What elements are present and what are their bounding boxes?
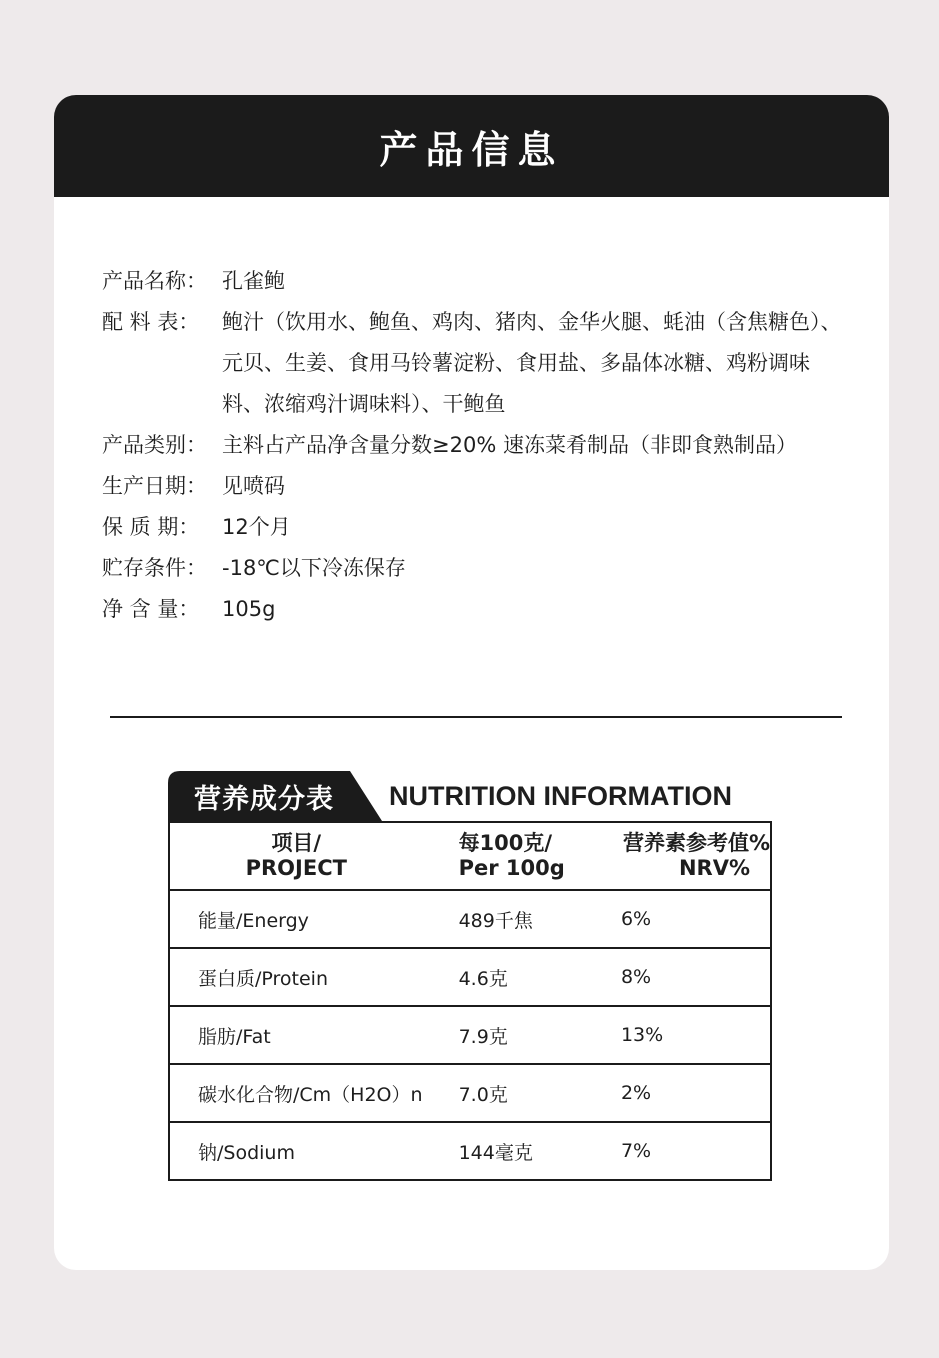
info-value-line: 见喷码	[222, 474, 285, 498]
page-title: 产品信息	[379, 127, 564, 172]
nutrition-header	[168, 771, 772, 821]
info-label: 生产日期：	[102, 474, 207, 498]
info-row-category	[102, 425, 862, 466]
info-value-line: 孔雀鲍	[222, 269, 285, 293]
nutrient-value: 7.9克	[458, 1025, 508, 1048]
nutrient-nrv: 2%	[620, 1082, 652, 1104]
table-row	[169, 890, 771, 948]
table-row	[169, 1064, 771, 1122]
table-header-row	[169, 822, 771, 890]
nutrient-value: 144毫克	[458, 1141, 533, 1164]
info-value-line: 105g	[222, 597, 276, 621]
nutrient-value: 7.0克	[458, 1083, 508, 1106]
nutrient-nrv: 13%	[620, 1024, 664, 1046]
nutrient-name: 钠/Sodium	[198, 1141, 295, 1164]
info-value	[222, 548, 862, 589]
nutrition-title-cn: 营养成分表	[194, 783, 334, 815]
info-row-name	[102, 261, 862, 302]
info-row-ingredients	[102, 302, 862, 425]
info-value-line: -18℃以下冷冻保存	[222, 556, 406, 580]
nutrient-value: 4.6克	[458, 967, 508, 990]
info-label: 净 含 量：	[102, 597, 200, 621]
table-row	[169, 1006, 771, 1064]
nutrient-name: 碳水化合物/Cm（H2O）n	[198, 1083, 423, 1106]
info-label: 产品类别：	[102, 433, 207, 457]
table-row	[169, 1122, 771, 1180]
info-label: 贮存条件：	[102, 556, 207, 580]
info-value-line: 主料占产品净含量分数≥20% 速冻菜肴制品（非即食熟制品）	[222, 433, 797, 457]
column-header-item: 项目/ PROJECT	[169, 822, 423, 890]
info-value-line: 料、浓缩鸡汁调味料）、干鲍鱼	[222, 392, 506, 416]
nutrition-section	[168, 771, 772, 1181]
nutrient-value: 489千焦	[458, 909, 533, 932]
info-value	[222, 425, 862, 466]
info-value	[222, 261, 862, 302]
nutrition-title-en: NUTRITION INFORMATION	[389, 781, 732, 811]
nutrient-nrv: 7%	[620, 1140, 652, 1162]
section-divider	[110, 716, 842, 718]
card-header	[54, 95, 889, 197]
info-value	[222, 589, 862, 630]
info-value-line: 元贝、生姜、食用马铃薯淀粉、食用盐、多晶体冰糖、鸡粉调味	[222, 351, 810, 375]
info-label: 保 质 期：	[102, 515, 200, 539]
nutrient-nrv: 8%	[620, 966, 652, 988]
info-value	[222, 466, 862, 507]
nutrient-name: 蛋白质/Protein	[198, 967, 329, 990]
nutrient-nrv: 6%	[620, 908, 652, 930]
info-row-production-date	[102, 466, 862, 507]
product-info-card	[54, 95, 889, 1270]
info-value-line: 12个月	[222, 515, 291, 539]
info-row-storage	[102, 548, 862, 589]
nutrient-name: 脂肪/Fat	[198, 1025, 271, 1048]
info-value-line: 鲍汁（饮用水、鲍鱼、鸡肉、猪肉、金华火腿、蚝油（含焦糖色）、	[222, 310, 842, 334]
column-header-per100: 每100克/ Per 100g	[423, 822, 611, 890]
info-label: 产品名称：	[102, 269, 207, 293]
info-row-shelf-life	[102, 507, 862, 548]
nutrition-table	[168, 821, 772, 1181]
info-value	[222, 507, 862, 548]
column-header-nrv: 营养素参考值% NRV%	[611, 822, 771, 890]
info-label: 配 料 表：	[102, 310, 200, 334]
info-value	[222, 302, 862, 425]
table-row	[169, 948, 771, 1006]
info-row-net-weight	[102, 589, 862, 630]
product-info-list	[102, 261, 862, 630]
nutrient-name: 能量/Energy	[198, 909, 309, 932]
